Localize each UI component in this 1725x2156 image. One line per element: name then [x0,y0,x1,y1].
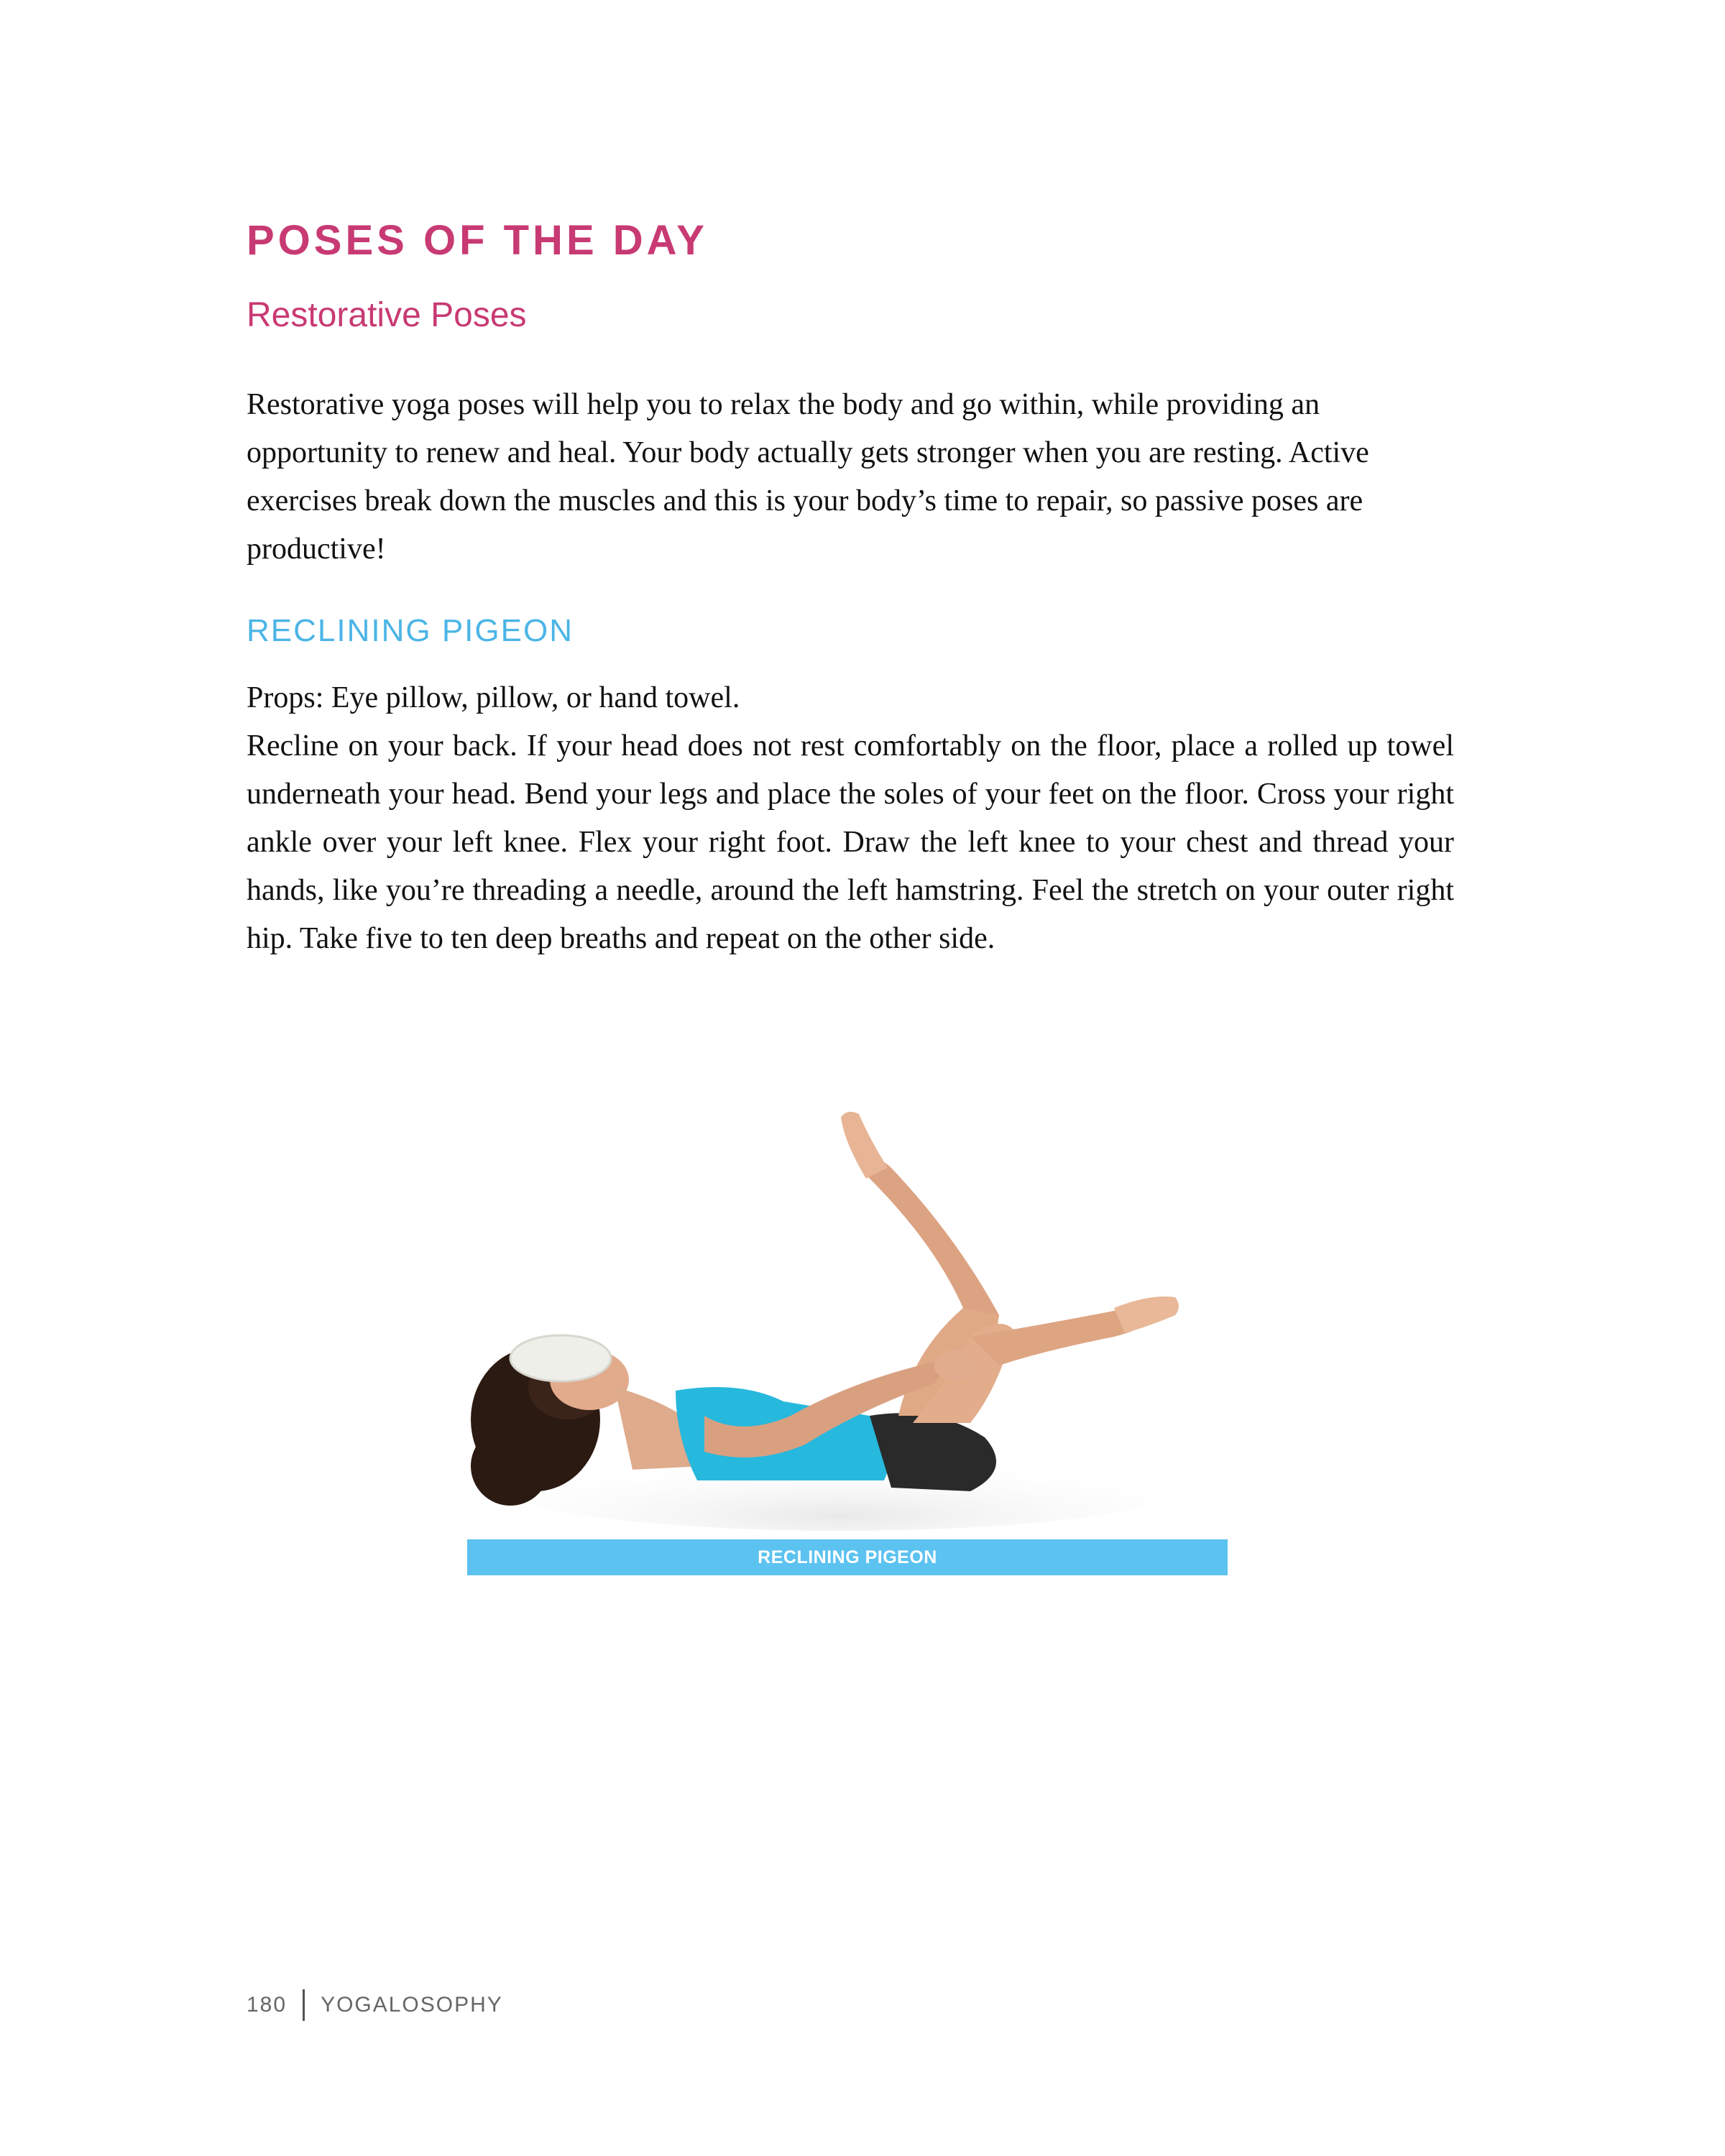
page-footer [247,1988,503,2022]
section-title: POSES OF THE DAY [247,217,708,264]
page-number: 180 [247,1993,288,2017]
pose-props: Props: Eye pillow, pillow, or hand towel. [247,681,740,714]
intro-paragraph: Restorative yoga poses will help you to relax the body and go within, while providing an opportunity to renew and heal. Your body actually gets stronger when you are resting. Active exercises break down the muscles and this is your body’s time to repair, so passive poses are productive! [247,388,1369,566]
book-title: YOGALOSOPHY [321,1993,503,2017]
photo-caption: RECLINING PIGEON [758,1547,937,1567]
photo-caption-bar [467,1539,1228,1575]
footer-divider [303,1989,305,2021]
pose-title: RECLINING PIGEON [247,613,574,648]
reclining-pigeon-illustration [467,1078,1228,1538]
subsection-title: Restorative Poses [247,296,527,334]
pose-instructions: Recline on your back. If your head does not rest comfortably on the floor, place a rolled up towel underneath your head. Bend your legs and place the soles of your feet on the floor. Cross your right ankle over your left knee. Flex your right foot. Draw the left knee to your chest and thread your hands, like you’re threading a needle, around the left hamstring. Feel the stretch on your outer right hip. Take five to ten deep breaths and repeat on the other side. [247,729,1454,955]
pose-photo [467,1078,1228,1538]
